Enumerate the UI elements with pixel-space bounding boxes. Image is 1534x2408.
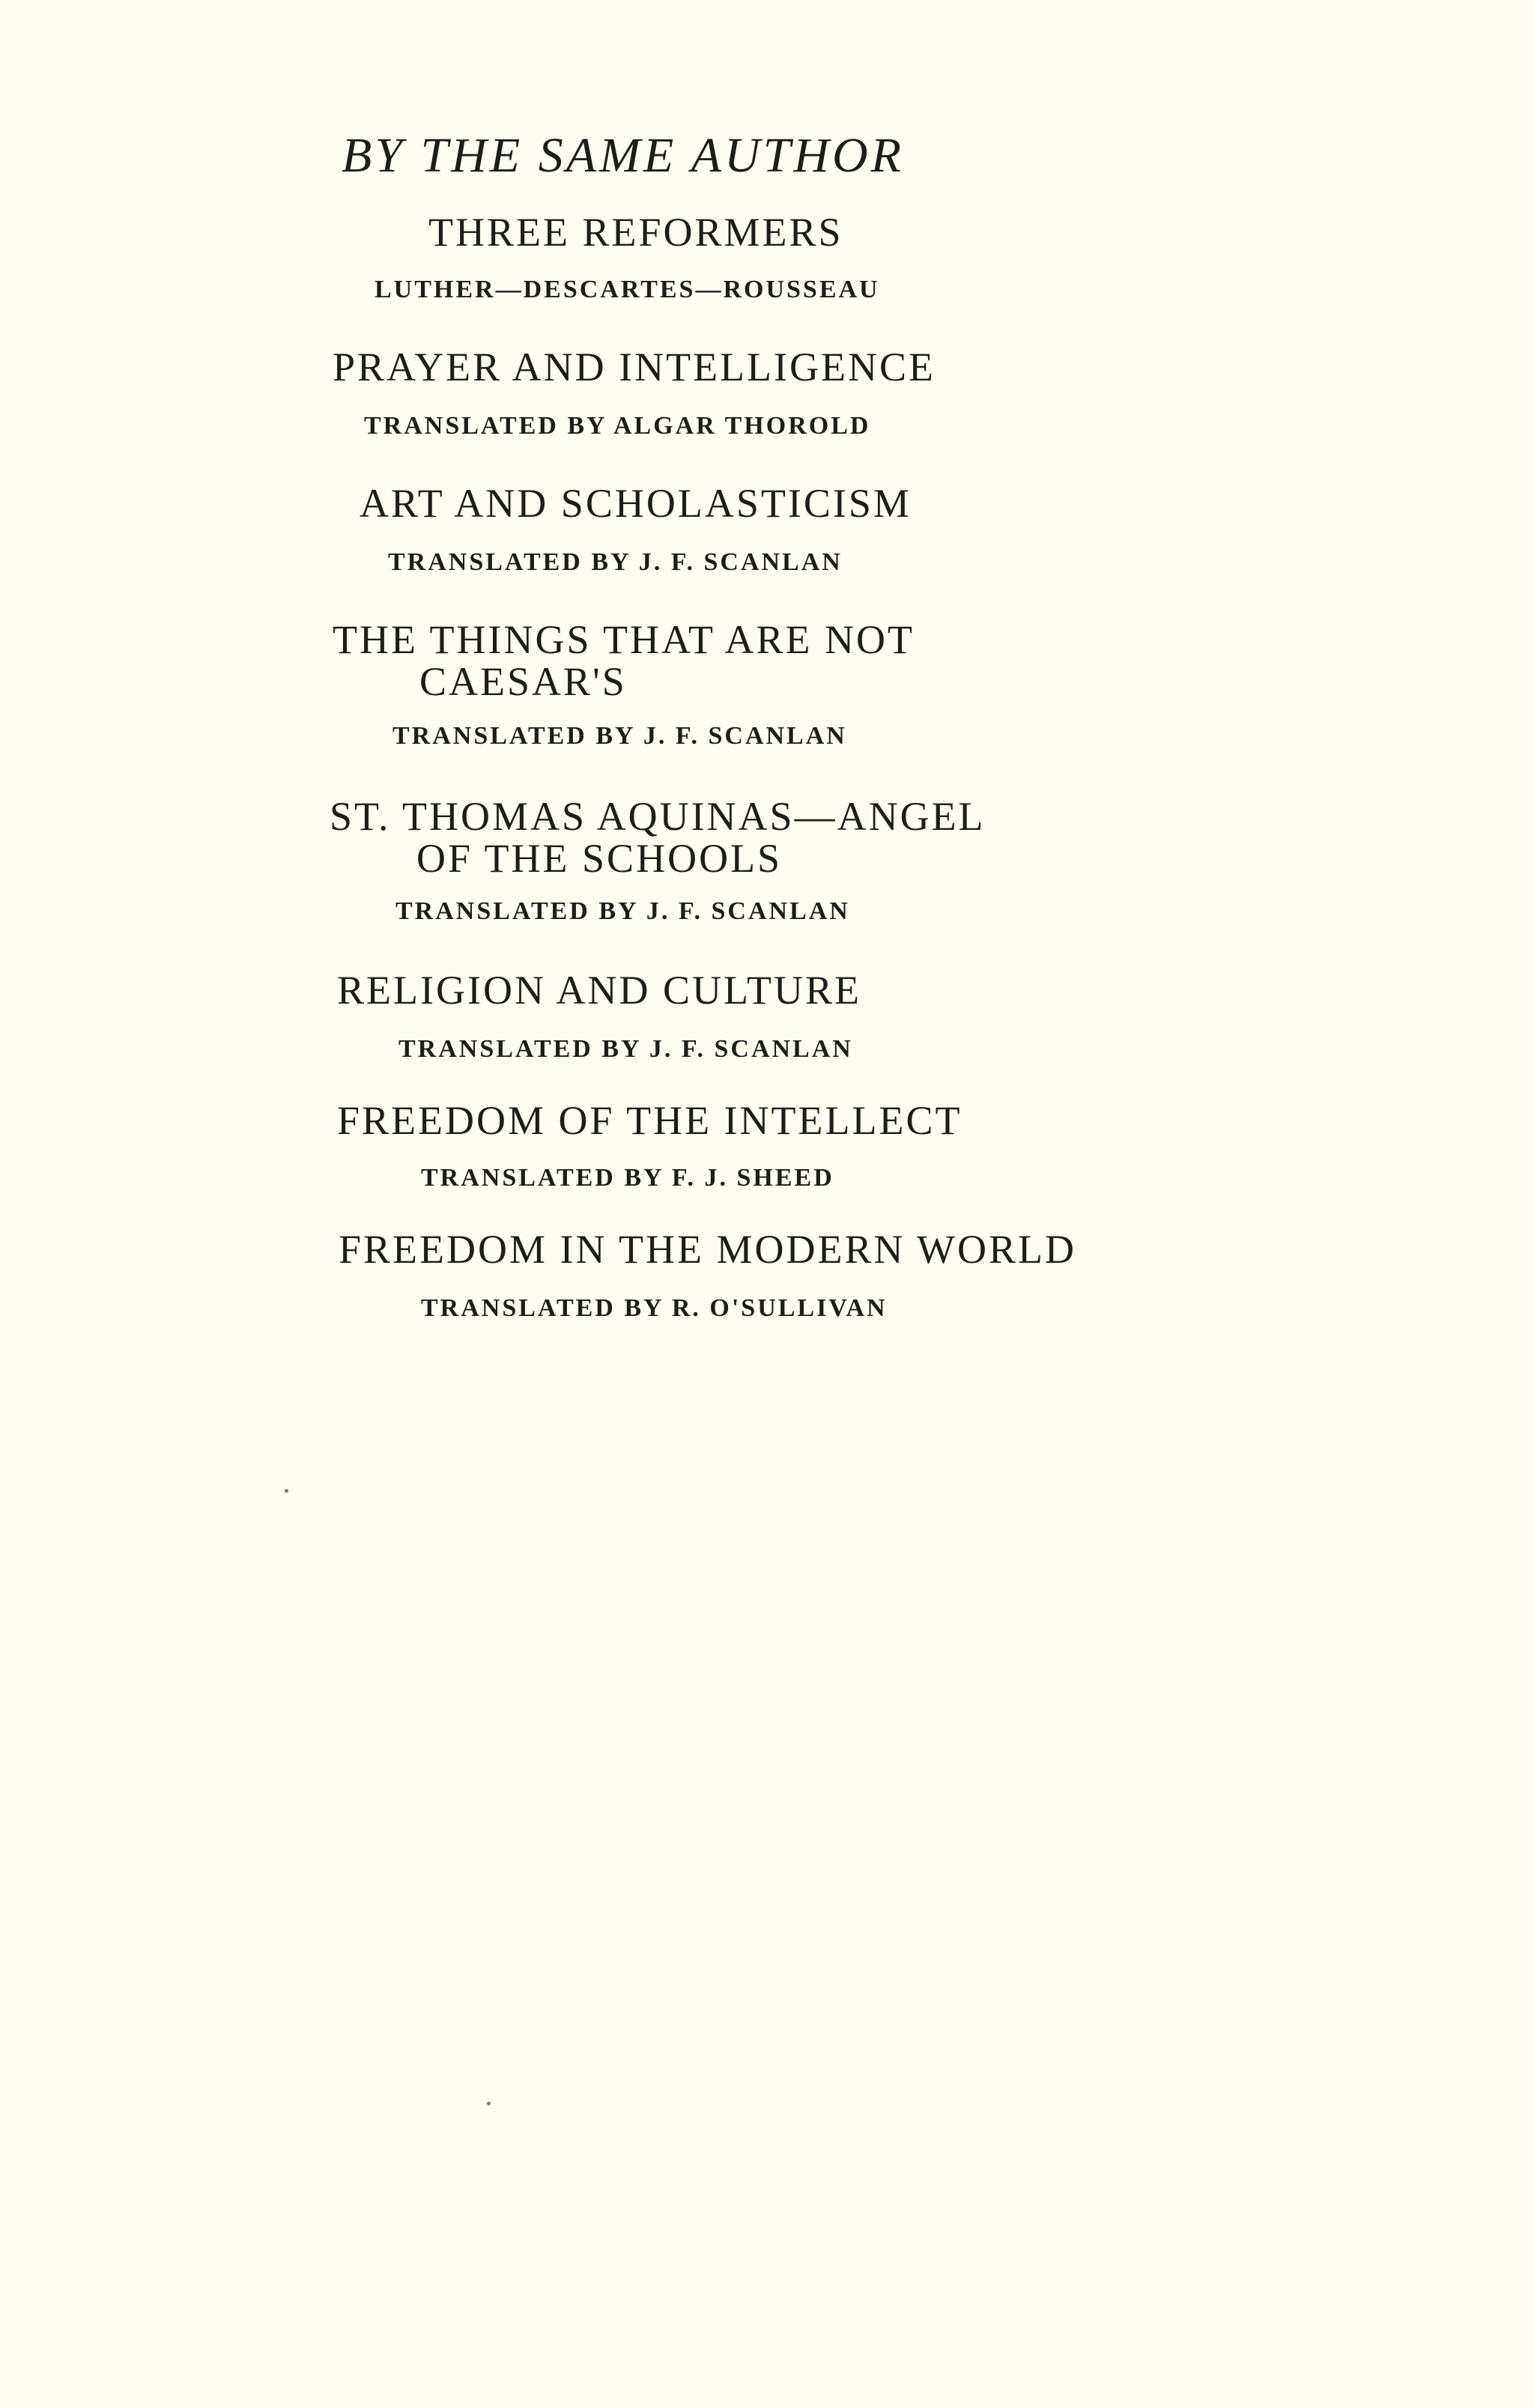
book-subtitle: TRANSLATED BY J. F. SCANLAN bbox=[398, 1035, 853, 1063]
book-title-line: CAESAR'S bbox=[419, 659, 627, 704]
book-title: FREEDOM IN THE MODERN WORLD bbox=[339, 1227, 1076, 1272]
book-title: FREEDOM OF THE INTELLECT bbox=[337, 1098, 962, 1143]
book-subtitle: TRANSLATED BY J. F. SCANLAN bbox=[392, 722, 847, 750]
page-heading: BY THE SAME AUTHOR bbox=[342, 128, 904, 183]
book-subtitle: TRANSLATED BY J. F. SCANLAN bbox=[395, 897, 850, 925]
book-subtitle: TRANSLATED BY ALGAR THOROLD bbox=[364, 412, 871, 440]
page-speck bbox=[285, 1489, 288, 1493]
book-title-line: ST. THOMAS AQUINAS—ANGEL bbox=[330, 794, 986, 839]
book-title: THREE REFORMERS bbox=[428, 210, 843, 255]
book-subtitle: TRANSLATED BY J. F. SCANLAN bbox=[388, 548, 843, 576]
book-title bbox=[333, 619, 915, 703]
book-title: PRAYER AND INTELLIGENCE bbox=[333, 345, 936, 389]
book-title bbox=[330, 795, 986, 879]
book-title-line: THE THINGS THAT ARE NOT bbox=[333, 617, 915, 662]
book-subtitle: LUTHER—DESCARTES—ROUSSEAU bbox=[375, 276, 880, 303]
book-subtitle: TRANSLATED BY F. J. SHEED bbox=[421, 1164, 834, 1192]
book-title: RELIGION AND CULTURE bbox=[337, 968, 861, 1013]
page-speck bbox=[487, 2102, 491, 2105]
book-title: ART AND SCHOLASTICISM bbox=[360, 481, 912, 526]
book-title-line: OF THE SCHOOLS bbox=[416, 836, 783, 881]
book-subtitle: TRANSLATED BY R. O'SULLIVAN bbox=[421, 1294, 888, 1322]
